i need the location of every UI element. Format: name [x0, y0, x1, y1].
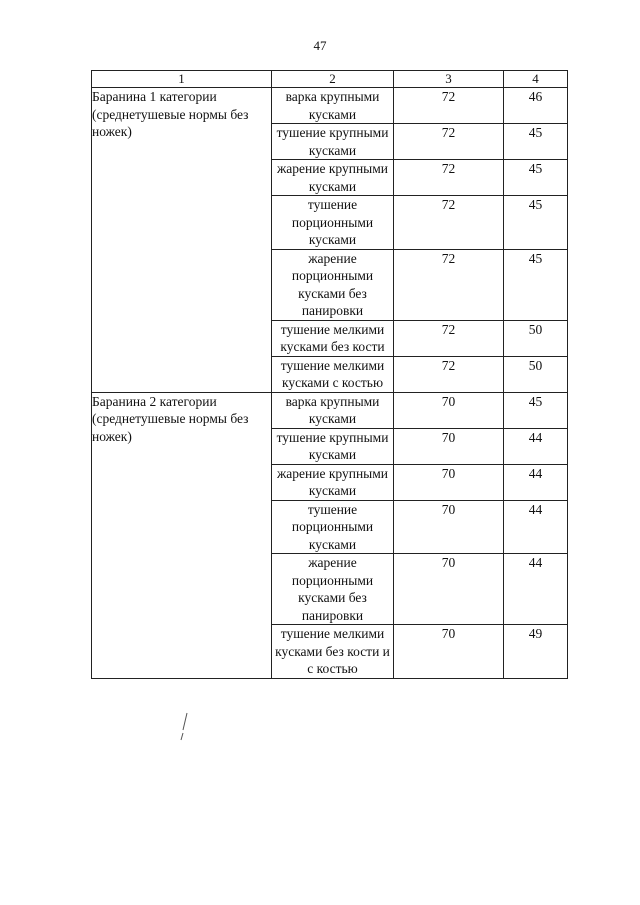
column-4-value-cell: 45	[504, 160, 568, 196]
norms-table	[91, 70, 568, 679]
page-number: 47	[313, 38, 327, 53]
column-4-value-cell: 45	[504, 392, 568, 428]
cooking-method-cell: варка крупными кусками	[272, 88, 394, 124]
column-3-value-cell: 72	[394, 88, 504, 124]
cooking-method-cell: жарение крупными кусками	[272, 464, 394, 500]
cooking-method-cell: тушение мелкими кусками без кости и с костью	[272, 625, 394, 679]
column-3-value-cell: 72	[394, 160, 504, 196]
column-header: 1	[92, 71, 272, 88]
column-3-value-cell: 72	[394, 196, 504, 250]
column-4-value-cell: 44	[504, 464, 568, 500]
cooking-method-cell: жарение порционными кусками без панировки	[272, 249, 394, 320]
column-3-value-cell: 72	[394, 124, 504, 160]
column-3-value-cell: 70	[394, 392, 504, 428]
column-4-value-cell: 45	[504, 196, 568, 250]
table-row	[92, 88, 568, 124]
column-header: 4	[504, 71, 568, 88]
cooking-method-cell: тушение мелкими кусками с костью	[272, 356, 394, 392]
cooking-method-cell: тушение мелкими кусками без кости	[272, 320, 394, 356]
column-4-value-cell: 46	[504, 88, 568, 124]
cooking-method-cell: тушение крупными кусками	[272, 428, 394, 464]
column-3-value-cell: 72	[394, 356, 504, 392]
table-header-row	[92, 71, 568, 88]
column-3-value-cell: 70	[394, 554, 504, 625]
column-3-value-cell: 70	[394, 625, 504, 679]
column-4-value-cell: 44	[504, 500, 568, 554]
cooking-method-cell: жарение порционными кусками без панировки	[272, 554, 394, 625]
cooking-method-cell: варка крупными кусками	[272, 392, 394, 428]
column-4-value-cell: 50	[504, 320, 568, 356]
cooking-method-cell: тушение порционными кусками	[272, 500, 394, 554]
column-3-value-cell: 70	[394, 428, 504, 464]
column-4-value-cell: 50	[504, 356, 568, 392]
column-4-value-cell: 44	[504, 428, 568, 464]
column-3-value-cell: 72	[394, 249, 504, 320]
product-name-cell: Баранина 2 категории (среднетушевые нормы без ножек)	[92, 392, 272, 678]
table-row	[92, 392, 568, 428]
column-4-value-cell: 44	[504, 554, 568, 625]
cooking-method-cell: жарение крупными кусками	[272, 160, 394, 196]
product-name-cell: Баранина 1 категории (среднетушевые нормы без ножек)	[92, 88, 272, 393]
column-4-value-cell: 45	[504, 249, 568, 320]
column-3-value-cell: 70	[394, 500, 504, 554]
column-header: 2	[272, 71, 394, 88]
pen-mark	[178, 712, 190, 742]
column-header: 3	[394, 71, 504, 88]
column-4-value-cell: 45	[504, 124, 568, 160]
cooking-method-cell: тушение крупными кусками	[272, 124, 394, 160]
column-3-value-cell: 72	[394, 320, 504, 356]
column-4-value-cell: 49	[504, 625, 568, 679]
column-3-value-cell: 70	[394, 464, 504, 500]
cooking-method-cell: тушение порционными кусками	[272, 196, 394, 250]
